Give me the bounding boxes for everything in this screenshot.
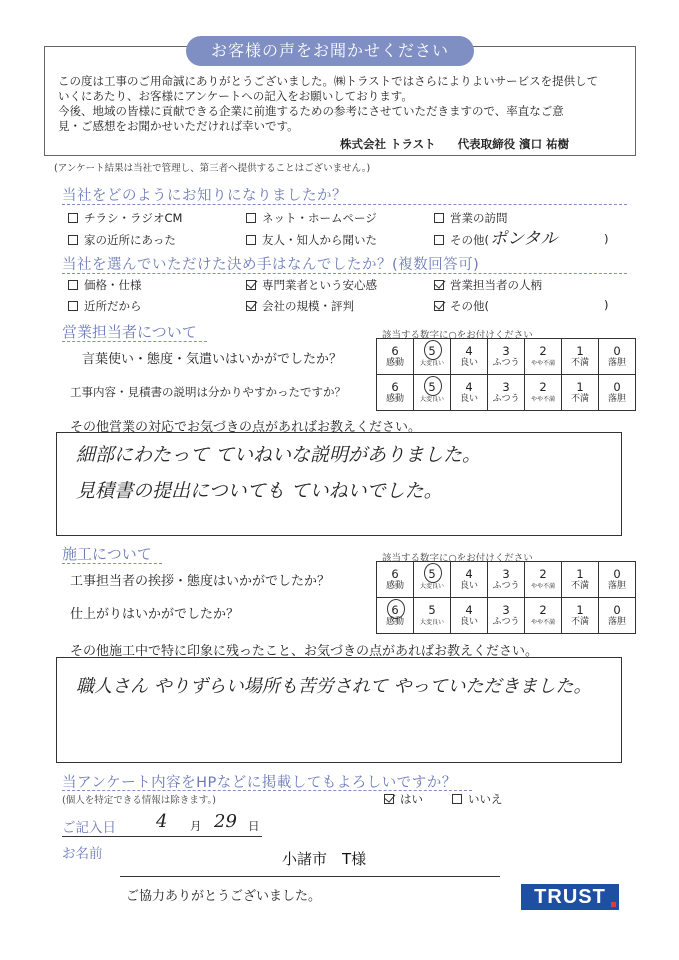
date-month[interactable]: 4 xyxy=(156,811,168,832)
rating-cell-1[interactable]: 1 不満 xyxy=(562,562,599,598)
rating-cell-5[interactable]: 5 大変良い xyxy=(414,375,451,411)
checkbox[interactable] xyxy=(384,794,394,804)
q2-underline xyxy=(62,273,627,274)
checkbox[interactable] xyxy=(68,235,78,245)
checkbox[interactable] xyxy=(246,280,256,290)
rating-cell-3[interactable]: 3 ふつう xyxy=(488,598,525,634)
q2-option-other[interactable]: その他( xyxy=(434,298,489,314)
construction-comment-line-1: 職人さん やりずらい場所も苦労されて やっていただきました。 xyxy=(76,676,592,697)
intro-line: この度は工事のご用命誠にありがとうございました。㈱トラストではさらによりよいサービスを提供して xyxy=(58,74,599,88)
q2-option-nearby[interactable]: 近所だから xyxy=(68,298,142,314)
thanks-text: ご協力ありがとうございました。 xyxy=(126,889,322,904)
rating-cell-3[interactable]: 3 ふつう xyxy=(488,375,525,411)
representative-name: 代表取締役 濱口 祐樹 xyxy=(457,137,570,151)
rating-cell-2[interactable]: 2 やや不満 xyxy=(525,598,562,634)
name-underline xyxy=(120,876,500,877)
sales-comment-line-1: 細部にわたって ていねいな説明がありました。 xyxy=(76,444,482,466)
checkbox[interactable] xyxy=(434,213,444,223)
sales-comment-line-2: 見積書の提出についても ていねいでした。 xyxy=(76,480,443,502)
rating-cell-6[interactable]: 6 感動 xyxy=(377,375,414,411)
construction-section-title: 施工について xyxy=(62,545,152,563)
rating-cell-4[interactable]: 4 良い xyxy=(451,562,488,598)
q2-title: 当社を選んでいただけた決め手はなんでしたか？(複数回答可) xyxy=(62,257,480,273)
sales-rating-row-1 xyxy=(377,339,636,375)
date-label: ご記入日 xyxy=(62,820,116,836)
rating-cell-1[interactable]: 1 不満 xyxy=(562,598,599,634)
name-label: お名前 xyxy=(62,846,103,862)
name-value[interactable]: 小諸市 T様 xyxy=(282,850,367,868)
construction-rating-row-2 xyxy=(377,598,636,634)
rating-cell-1[interactable]: 1 不満 xyxy=(562,375,599,411)
q1-title: 当社をどのようにお知りになりましたか？ xyxy=(62,188,347,204)
rating-cell-5[interactable]: 5 大変良い xyxy=(414,562,451,598)
q1-option-visit[interactable]: 営業の訪問 xyxy=(434,210,508,226)
checkbox[interactable] xyxy=(434,280,444,290)
publish-title: 当アンケート内容をHPなどに掲載してもよろしいですか？ xyxy=(62,775,457,791)
q1-option-nearby[interactable]: 家の近所にあった xyxy=(68,232,176,248)
sales-q2: 工事内容・見積書の説明は分かりやすかったですか？ xyxy=(70,385,346,399)
sales-underline xyxy=(62,341,207,342)
date-day[interactable]: 29 xyxy=(214,811,237,832)
q2-option-salesperson[interactable]: 営業担当者の人柄 xyxy=(434,277,542,293)
intro-line: いくにあたり、お客様にアンケートへの記入をお願いしております。 xyxy=(58,89,413,103)
rating-cell-0[interactable]: 0 落胆 xyxy=(599,339,636,375)
checkbox[interactable] xyxy=(434,235,444,245)
rating-cell-0[interactable]: 0 落胆 xyxy=(599,375,636,411)
date-underline xyxy=(62,836,262,837)
construction-comment-prompt: その他施工中で特に印象に残ったこと、お気づきの点があればお教えください。 xyxy=(70,644,539,659)
checkbox[interactable] xyxy=(68,213,78,223)
rating-cell-4[interactable]: 4 良い xyxy=(451,339,488,375)
sales-comment-prompt: その他営業の対応でお気づきの点があればお教えください。 xyxy=(70,420,422,435)
rating-cell-5[interactable]: 5 大変良い xyxy=(414,339,451,375)
q2-option-price[interactable]: 価格・仕様 xyxy=(68,277,142,293)
rating-cell-2[interactable]: 2 やや不満 xyxy=(525,339,562,375)
rating-cell-3[interactable]: 3 ふつう xyxy=(488,562,525,598)
signature xyxy=(340,136,569,152)
rating-cell-6[interactable]: 6 感動 xyxy=(377,562,414,598)
rating-cell-6[interactable]: 6 感動 xyxy=(377,598,414,634)
q1-option-flyer[interactable]: チラシ・ラジオCM xyxy=(68,210,182,226)
rating-cell-2[interactable]: 2 やや不満 xyxy=(525,375,562,411)
construction-q1: 工事担当者の挨拶・態度はいかがでしたか？ xyxy=(70,574,331,589)
construction-rating-table xyxy=(376,561,636,634)
q1-underline xyxy=(62,204,627,205)
checkbox[interactable] xyxy=(452,794,462,804)
rating-cell-0[interactable]: 0 落胆 xyxy=(599,562,636,598)
sales-rating-hint: 該当する数字に○をお付けください xyxy=(382,330,533,341)
checkbox[interactable] xyxy=(68,301,78,311)
rating-cell-2[interactable]: 2 やや不満 xyxy=(525,562,562,598)
checkbox[interactable] xyxy=(246,235,256,245)
publish-note: (個人を特定できる情報は除きます。) xyxy=(62,795,216,806)
checkbox[interactable] xyxy=(434,301,444,311)
intro-line: 見・ご感想をお聞かせいただければ幸いです。 xyxy=(58,119,299,133)
q1-option-web[interactable]: ネット・ホームページ xyxy=(246,210,377,226)
trust-logo: TRUST xyxy=(521,884,619,910)
q1-other-close: ) xyxy=(604,232,609,246)
company-name: 株式会社 トラスト xyxy=(340,137,436,151)
privacy-notice: (アンケート結果は当社で管理し、第三者へ提供することはございません。) xyxy=(54,163,371,174)
q2-other-close: ) xyxy=(604,298,609,312)
q1-option-other[interactable]: その他( xyxy=(434,232,489,248)
rating-cell-4[interactable]: 4 良い xyxy=(451,375,488,411)
construction-q2: 仕上がりはいかがでしたか？ xyxy=(70,607,240,622)
rating-cell-1[interactable]: 1 不満 xyxy=(562,339,599,375)
construction-rating-hint: 該当する数字に○をお付けください xyxy=(382,553,533,564)
sales-rating-row-2 xyxy=(377,375,636,411)
construction-underline xyxy=(62,563,162,564)
rating-cell-0[interactable]: 0 落胆 xyxy=(599,598,636,634)
rating-cell-3[interactable]: 3 ふつう xyxy=(488,339,525,375)
q1-other-handwritten: ポンタル xyxy=(490,229,558,249)
date-day-unit: 日 xyxy=(248,819,260,833)
sales-q1: 言葉使い・態度・気遣いはいかがでしたか？ xyxy=(82,352,343,367)
survey-title: お客様の声をお聞かせください xyxy=(186,36,474,66)
intro-line: 今後、地域の皆様に貢献できる企業に前進するための参考にさせていただきますので、率直なご意 xyxy=(58,104,564,118)
publish-no[interactable]: いいえ xyxy=(452,791,503,807)
checkbox[interactable] xyxy=(68,280,78,290)
checkbox[interactable] xyxy=(246,213,256,223)
rating-cell-5[interactable]: 5 大変良い xyxy=(414,598,451,634)
construction-rating-row-1 xyxy=(377,562,636,598)
q1-option-friend[interactable]: 友人・知人から聞いた xyxy=(246,232,377,248)
q2-option-reputation[interactable]: 会社の規模・評判 xyxy=(246,298,354,314)
rating-cell-4[interactable]: 4 良い xyxy=(451,598,488,634)
q2-option-specialist[interactable]: 専門業者という安心感 xyxy=(246,277,377,293)
intro-text xyxy=(58,74,618,134)
checkbox[interactable] xyxy=(246,301,256,311)
rating-cell-6[interactable]: 6 感動 xyxy=(377,339,414,375)
date-month-unit: 月 xyxy=(190,819,202,833)
publish-yes[interactable]: はい xyxy=(384,791,423,807)
sales-rating-table xyxy=(376,338,636,411)
sales-section-title: 営業担当者について xyxy=(62,323,197,341)
